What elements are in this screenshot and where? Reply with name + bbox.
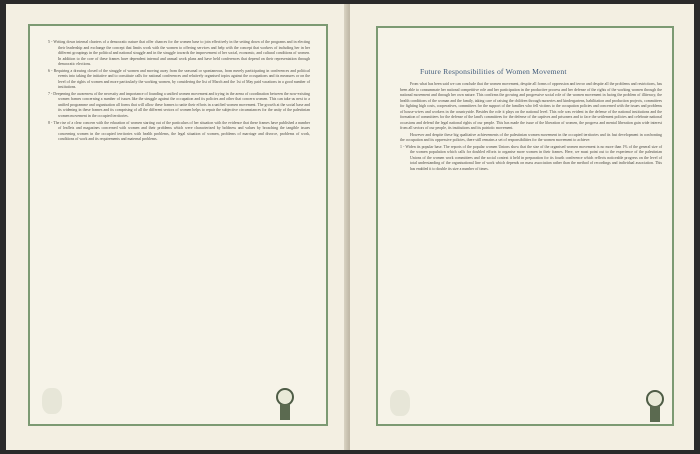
list-item-5: 5 - Writing down internal charters of a democratic nature that offer chances for the women base to join effectively in the setting down of the programs and in electing their leadership and exchange the concept that limits work with the women to offering services and help with the concept that workers of including her in her different groupings in the political and national struggle and in the struggle towards the improvement of her social, economic, and cultural conditions of women. In addition to the core of these frames have dependent internal and annual work plans and have held conferences that depend on their representation through democratic elections.	[48, 40, 310, 66]
faint-emblem-icon	[42, 388, 62, 414]
right-page-text	[400, 82, 662, 172]
document-spread	[6, 4, 694, 450]
faint-emblem-icon	[390, 390, 410, 416]
list-item-8: 8 - The rise of a clear concern with the education of women starting out of the particulars of her situation with the evidence that these frames have published a number of leaflets and magazines concerned with women and their problems which were characterized by boldness and values by broaching the tangible issues concerning women in the occupied territories with health problems, the legal situation of women, problems of marriage and divorce, problems of work, conditions of work and its requirements and maternal problems.	[48, 120, 310, 142]
left-page-text	[48, 40, 310, 143]
right-page	[350, 4, 694, 450]
page-title: Future Responsibilities of Women Movement	[420, 67, 567, 76]
list-item-7: 7 - Deepening the awareness of the necessity and importance of founding a unified women movement and trying in the arena of coordination between the now-existing women frames concerning a number of issues like the struggle against the occupation and its policies and other that concern women. This can take us next to a unified programme and organisation all forms that will allow these frames to unite their efforts in a unified women movement. The growth at the social base and its widening in these frames and its comprising of all the different sectors of women helps to repair the subjective circumstances for the unity of the palestinian women movement in the occupied territories.	[48, 91, 310, 118]
emblem-icon	[274, 386, 296, 422]
list-item-6: 6 - Requiring a drawing closed of the struggle of women and moving away from the seasonal or spontaneous, from merely participating in conferences and political events into taking the initiative and to constitute calls for national conferences and relatively organised topics against the occupations and its measures or on the level of the rights of women and more particularly the working women, by considering the list of March and the 1st of May paid vacations in a good number of institutions.	[48, 68, 310, 90]
intro-paragraph: From what has been said we can conclude that the women movement, despite all forms of oppression and terror and despite all the problems and restrictions, has been able to consummate her national competitive role and her participation in the productive process and her defense of the rights of the working women through the national movement and through her own nature. This confirms the growing and progressive social role of the women movement in facing the problem of illiteracy, the health conditions of the woman and the family, taking care of raising the children through nurseries and kindergartens, habilitation and production projects, committees for fighting high costs, cooperatives, committees for the support of the families who fell victims to the occupation policies and concerned with the issues and problems of house-wives and workers in the countryside. Besides the role it plays on the national level. This role was evident in the defense of the national institutions and the formation of committees for the defense of the land's committees for the defense of the captives and prisoners and to face the settlement policies and celebrate national occasions and defend the legal national rights of our people. This has made the issue of the liberation of women, the progress and mental liberation gain wide interest from all sectors of our people, its institutions and its patriotic movement.	[400, 82, 662, 130]
list-item-1: 1 - Widen its popular base. The reports of the popular women Unions show that the size of the organised women movement is no more than 1% of the general size of the women population which calls for doubled efforts to organise more women in their frames. Here, we must point out to the experience of the palestinian Unions of the women work committees and the social context it held in preparation for its fourth conference which reflects noticeable progress on the level of total understanding of the organisational line of work which depends on mass association rather than the method of recordings and individual association. This has enabled it to double its size a number of times.	[400, 144, 662, 171]
left-page	[6, 4, 350, 450]
emblem-icon	[644, 388, 666, 424]
closing-paragraph: However and despite these big qualitative achievements of the palestinian women movement in the occupied territories and its fast development in confronting the occupation and its oppressive policies, there still remains a set of responsibilities for the women movement to achieve:	[400, 132, 662, 143]
